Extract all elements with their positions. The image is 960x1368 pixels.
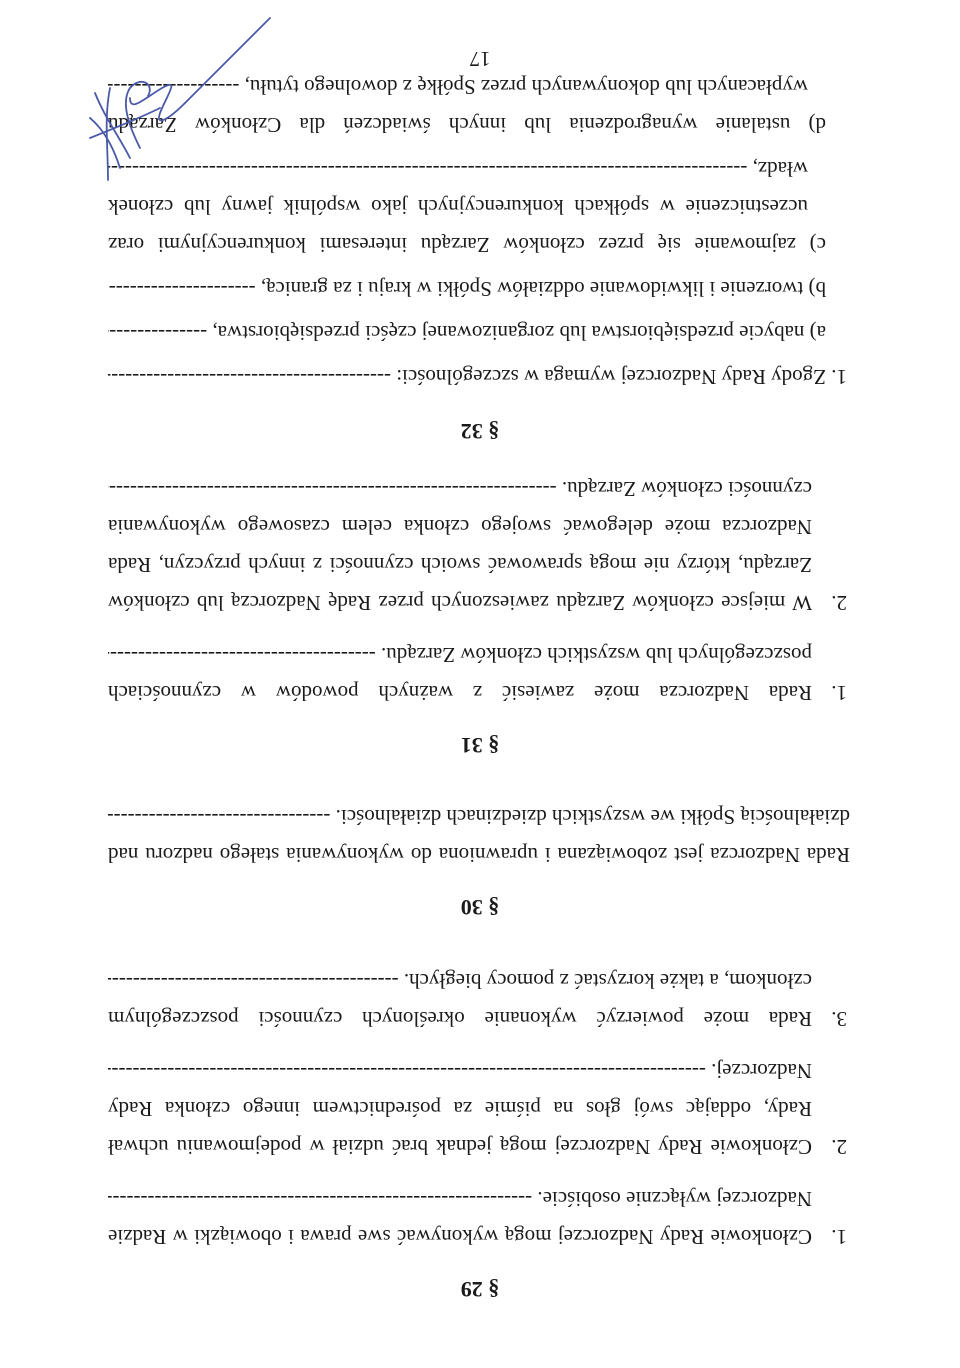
s31-p2-line3: Nadzorcza może delegować swojego członka celem czasowego wykonywania bbox=[108, 515, 812, 539]
s31-p1-line2: poszczególnych lub wszystkich członków Zarządu. ----- bbox=[108, 642, 812, 668]
s32-item-b: b) tworzenie i likwidowanie oddziałów Spółki w kraju i za granicą, ----- bbox=[108, 276, 826, 302]
s31-p2-number: 2. bbox=[831, 591, 847, 615]
s32-item-c-line2: uczestniczenie w spółkach konkurencyjnych jako wspólnik jawny lub członek bbox=[108, 195, 808, 219]
s32-item-c-line3: władz, ----- bbox=[108, 156, 808, 182]
s32-item-d-line2: wypłacanych lub dokonywanych przez Spółkę z dowolnego tytułu, ----- bbox=[108, 74, 808, 100]
s31-p1-number: 1. bbox=[831, 681, 847, 705]
s29-p2-line3: Nadzorczej. ----- bbox=[108, 1058, 812, 1084]
s29-p3-number: 3. bbox=[831, 1007, 847, 1031]
s31-p2-line2: Zarządu, którzy nie mogą sprawować swoich czynności z innych przyczyn, Rada bbox=[108, 553, 812, 577]
s32-item-a: a) nabycie przedsiębiorstwa lub zorganizowanej części przedsiębiorstwa, ----- bbox=[108, 320, 826, 346]
s31-p1-line1: Rada Nadzorcza może zawiesić z ważnych powodów w czynnościach bbox=[108, 681, 812, 705]
s31-p2-line1: W miejsce członków Zarządu zawieszonych przez Radę Nadzorczą lub członków bbox=[108, 591, 812, 615]
handwritten-initials-signature bbox=[80, 13, 280, 188]
s29-p2-number: 2. bbox=[831, 1135, 847, 1159]
s29-p1-line2: Nadzorczej wyłącznie osobiście. ----- bbox=[108, 1186, 812, 1212]
s29-p1-number: 1. bbox=[831, 1225, 847, 1249]
s32-intro: 1. Zgody Rady Nadzorczej wymaga w szczególności: ----- bbox=[108, 364, 847, 390]
s30-line1: Rada Nadzorcza jest zobowiązana i uprawniona do wykonywania stałego nadzoru nad bbox=[108, 843, 850, 867]
s29-p1-line1: Członkowie Rady Nadzorczej mogą wykonywać swe prawa i obowiązki w Radzie bbox=[108, 1225, 812, 1249]
section-29-heading: § 29 bbox=[460, 1277, 500, 1302]
page-number: 17 bbox=[469, 47, 491, 71]
s30-line2: działalnością Spółki we wszystkich dziedzinach działalności. ----- bbox=[108, 804, 850, 830]
s29-p3-line2: członkom, a także korzystać z pomocy biegłych. ----- bbox=[108, 968, 812, 994]
section-32-heading: § 32 bbox=[460, 419, 500, 444]
s31-p2-line4: czynności członków Zarządu. ----- bbox=[108, 476, 812, 502]
section-31-heading: § 31 bbox=[460, 733, 500, 758]
s32-item-c-line1: c) zajmowanie się przez członków Zarządu interesami konkurencyjnymi oraz bbox=[108, 233, 826, 257]
section-30-heading: § 30 bbox=[460, 895, 500, 920]
s32-item-d-line1: d) ustalanie wynagrodzenia lub innych świadczeń dla Członków Zarządu bbox=[108, 113, 826, 137]
s29-p2-line2: Rady, oddając swój głos na piśmie za pośrednictwem innego członka Rady bbox=[108, 1097, 812, 1121]
s29-p2-line1: Członkowie Rady Nadzorczej mogą jednak brać udział w podejmowaniu uchwał bbox=[108, 1135, 812, 1159]
s29-p3-line1: Rada może powierzyć wykonanie określonych czynności poszczególnym bbox=[108, 1007, 812, 1031]
